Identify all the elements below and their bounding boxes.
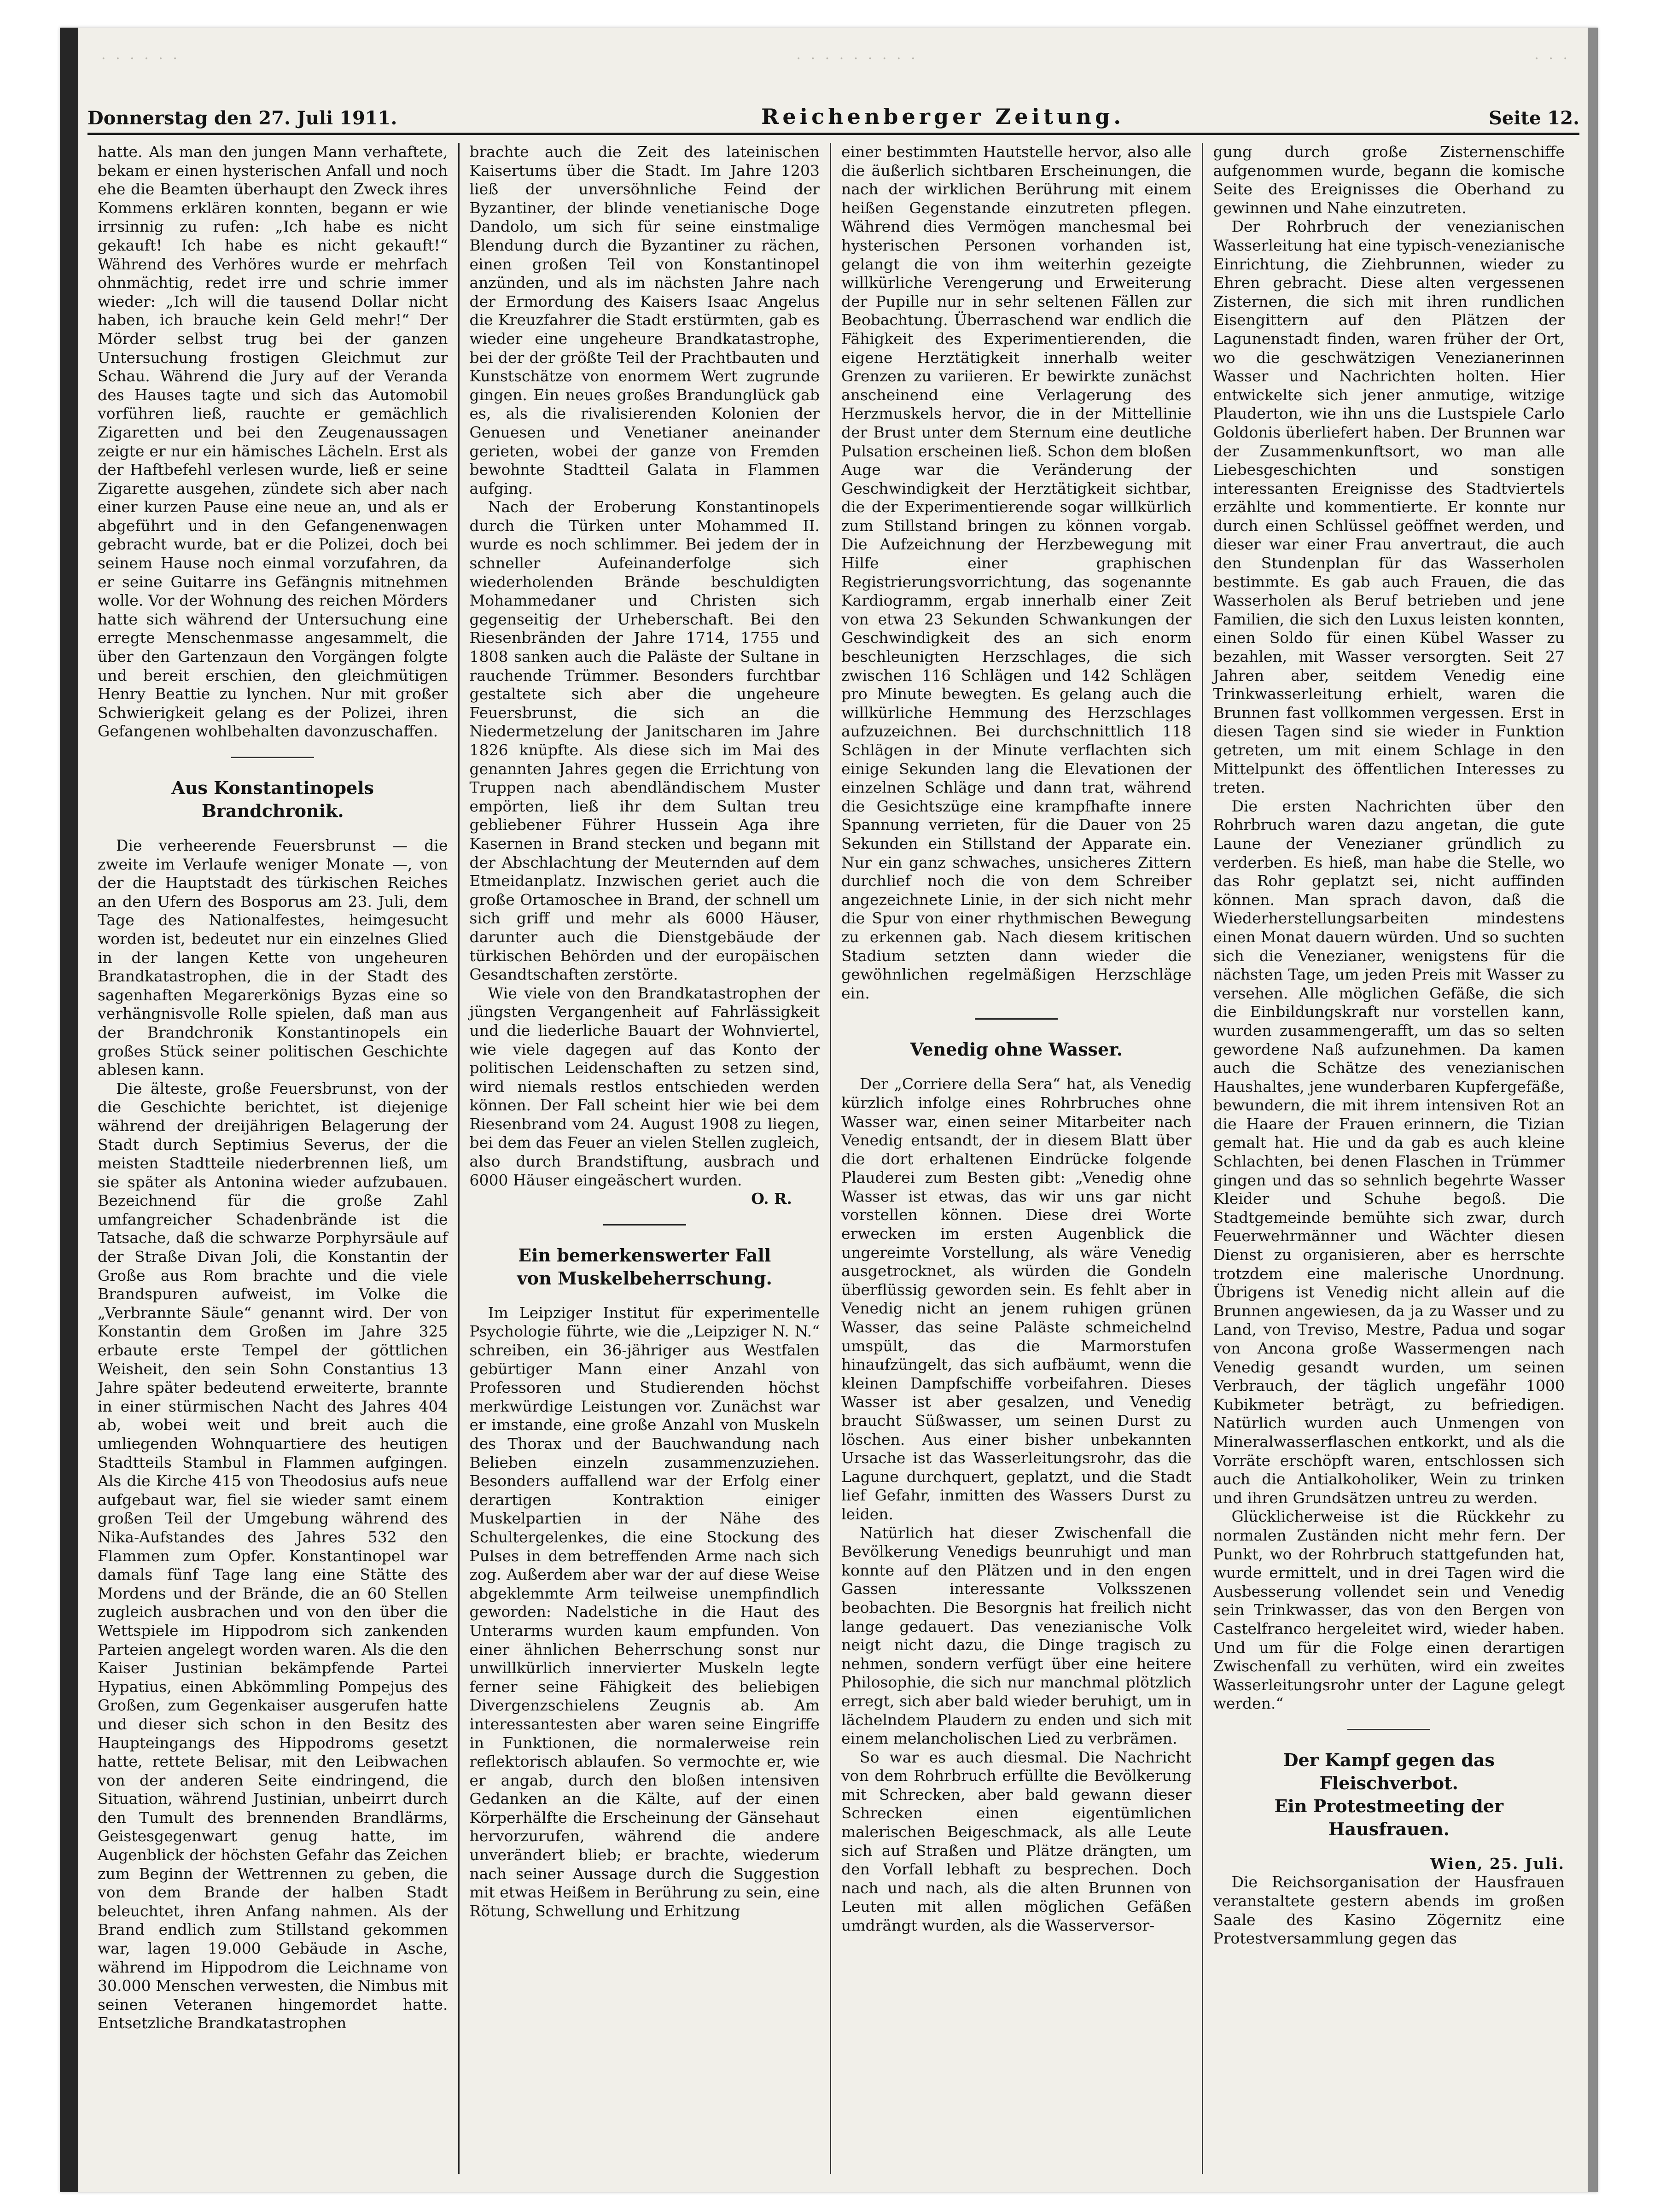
heading-line: Ein bemerkenswerter Fall <box>518 1244 771 1266</box>
bleed-through-text: · · · · · · · · · · · · · · · · · · <box>101 51 1570 67</box>
separator <box>1347 1729 1430 1730</box>
paragraph: Die Reichsorganisation der Hausfrauen veranstaltete gestern abends im großen Saale des Kasino Zögernitz eine Protestversammlung gegen das <box>1213 1873 1565 1948</box>
heading-line: von Muskelbeherrschung. <box>517 1267 772 1289</box>
paragraph: Der Rohrbruch der venezianischen Wasserleitung hat eine typisch-venezianische Einrichtung, die Ziehbrunnen, wieder zu Ehren gebracht. Diese alten vergessenen Zisternen, die sich mit ihren rundlichen Eisengittern auf den Plätzen der Lagunenstadt finden, waren früher der Ort, wo die geschwätzigen Venezianerinnen Wasser und Nachrichten holten. Hier entwickelte sich jener anmutige, witzige Plauderton, wie ihn uns die Lustspiele Carlo Goldonis überliefert haben. Der Brunnen war der Zusammenkunftsort, wo man alle Liebesgeschichten und sonstigen interessanten Ereignisse des Stadtviertels erzählte und kommentierte. Er konnte nur durch einen Schlüssel geöffnet werden, und dieser war einer Frau anvertraut, die auch den Stundenplan für das Wasserholen bestimmte. Es gab auch Frauen, die das Wasserholen als Beruf betrieben und jene Familien, die sich den Luxus leisten konnten, einen Soldo für einen Kübel Wasser zu bezahlen, mit Wasser versorgten. Seit 27 Jahren aber, seitdem Venedig eine Trinkwasserleitung erhielt, waren die Brunnen fast vollkommen vergessen. Erst in diesen Tagen sind sie wieder in Funktion getreten, um mit einem Schlage in den Mittelpunkt des öffentlichen Interesses zu treten. <box>1213 217 1565 797</box>
dateline: Wien, 25. Juli. <box>1430 1854 1565 1873</box>
masthead: Reichenberger Zeitung. <box>761 104 1125 129</box>
column-3 <box>831 143 1203 2174</box>
heading-line: Der Kampf gegen das Fleischverbot. <box>1283 1749 1495 1793</box>
separator <box>603 1224 686 1226</box>
issue-date: Donnerstag den 27. Juli 1911. <box>87 107 397 129</box>
article-heading: Venedig ohne Wasser. <box>910 1039 1123 1060</box>
paragraph: Der „Corriere della Sera“ hat, als Venedig kürzlich infolge eines Rohrbruches ohne Wasser war, einen seiner Mitarbeiter nach Venedig entsandt, der in diesem Blatt über die dort erhaltenen Eindrücke folgende Plauderei zum Besten gibt: „Venedig ohne Wasser ist etwas, das wir uns gar nicht vorstellen können. Diese drei Worte erwecken im ersten Augenblick die ungereimte Vorstellung, als wäre Venedig ausgetrocknet, als würden die Gondeln überflüssig geworden sein. Es fehlt aber in Venedig nicht an jenem ruhigen grünen Wasser, das seine Paläste schmeichelnd umspült, das die Marmorstufen hinaufzüngelt, das sich aufbäumt, wenn die kleinen Dampfschiffe vorbeifahren. Dieses Wasser ist aber gesalzen, und Venedig braucht Süßwasser, um seinen Durst zu löschen. Aus einer bisher unbekannten Ursache ist das Wasserleitungsrohr, das die Lagune durchquert, geplatzt, und die Stadt lief Gefahr, inmitten des Wassers Durst zu leiden. <box>841 1075 1192 1523</box>
paragraph: Die ersten Nachrichten über den Rohrbruch waren dazu angetan, die gute Laune der Venezianer gründlich zu verderben. Es hieß, man habe die Stelle, wo das Rohr geplatzt sei, nicht auffinden können. Man sprach davon, daß die Wiederherstellungsarbeiten mindestens einen Monat dauern würden. Und so suchten sich die Venezianer, wenigstens für die nächsten Tage, um jeden Preis mit Wasser zu versehen. Alle möglichen Gefäße, die sich die Einbildungskraft nur vorstellen kann, wurden zusammengerafft, um das so selten gewordene Naß aufzunehmen. Da kamen auch die Schätze des venezianischen Haushaltes, jene wunderbaren Kupfergefäße, bewundern, die mit ihrem intensiven Rot an die Haare der Frauen erinnern, die Tizian gemalt hat. Hie und da gab es auch kleine Schlachten, bei denen Flaschen in Trümmer gingen und das so sehnlich begehrte Wasser Kleider und Schuhe begoß. Die Stadtgemeinde bemühte sich zwar, durch Feuerwehrmänner und Wächter diesen Dienst zu organisieren, aber es herrschte trotzdem eine malerische Unordnung. Übrigens ist Venedig nicht allein auf die Brunnen angewiesen, da ja zu Wasser und zu Land, von Treviso, Mestre, Padua und sogar von Ancona große Wassermengen nach Venedig gesandt wurden, um seinen Verbrauch, der täglich ungefähr 1000 Kubikmeter beträgt, zu befriedigen. Natürlich wurden auch Unmengen von Mineralwasserflaschen entkorkt, und als die Vorräte erschöpft waren, entschlossen sich auch die Antialkoholiker, Wein zu trinken und ihren Grundsätzen untreu zu werden. <box>1213 797 1565 1507</box>
paragraph: Die verheerende Feuersbrunst — die zweite im Verlaufe weniger Monate —, von der die Hauptstadt des türkischen Reiches an den Ufern des Bosporus am 23. Juli, dem Tage des Nationalfestes, heimgesucht worden ist, bedeutet nur ein einzelnes Glied in der langen Kette von ungeheuren Brandkatastrophen, die in der Stadt des sagenhaften Megarerkönigs Byzas eine so verhängnisvolle Rolle spielen, daß man aus der Brandchronik Konstantinopels ein großes Stück seiner politischen Geschichte ablesen kann. <box>98 836 448 1079</box>
paragraph: So war es auch diesmal. Die Nachricht von dem Rohrbruch erfüllte die Bevölkerung mit Schrecken, aber bald gewann dieser Schrecken einen eigentümlichen malerischen Beigeschmack, als alle Leute sich auf Straßen und Plätze drängten, um den Vorfall lebhaft zu besprechen. Doch nach und nach, als die alten Brunnen von Leuten mit allen möglichen Gefäßen umdrängt wurden, als die Wasserversor- <box>841 1748 1192 1935</box>
article-heading <box>1213 1749 1565 1841</box>
column-4 <box>1203 143 1575 2174</box>
separator <box>975 1018 1058 1020</box>
article-heading: Aus Konstantinopels Brandchronik. <box>171 777 374 821</box>
columns <box>87 143 1575 2174</box>
article-heading <box>470 1244 820 1290</box>
paragraph: Im Leipziger Institut für experimentelle Psychologie führte, wie die „Leipziger N. N.“ schreiben, ein 36-jähriger aus Westfalen gebürtiger Mann einer Anzahl von Professoren und Studierenden höchst merkwürdige Leistungen vor. Zunächst war er imstande, eine große Anzahl von Muskeln des Thorax und der Bauchwandung nach Belieben einzeln zusammenzuziehen. Besonders auffallend war der Erfolg einer derartigen Kontraktion einiger Muskelpartien in der Nähe des Schultergelenkes, die eine Stockung des Pulses in dem betreffenden Arme nach sich zog. Außerdem aber war der auf diese Weise abgeklemmte Arm teilweise unempfindlich geworden: Nadelstiche in die Haut des Unterarms wurden kaum empfunden. Von einer ähnlichen Beherrschung sonst nur unwillkürlich innervierter Muskeln legte ferner seine Fähigkeit des beliebigen Divergenzschielens Zeugnis ab. Am interessantesten aber waren seine Eingriffe in Funktionen, die normalerweise rein reflektorisch ablaufen. So vermochte er, wie er angab, durch den bloßen intensiven Gedanken an die Kälte, auf der einen Körperhälfte die Erscheinung der Gänsehaut hervorzurufen, während die andere unverändert blieb; er brachte, wiederum nach seiner Aussage durch die Suggestion mit etwas Heißem in Berührung zu sein, eine Rötung, Schwellung und Erhitzung <box>469 1303 820 1920</box>
column-2 <box>460 143 832 2174</box>
paragraph: Wie viele von den Brandkatastrophen der jüngsten Vergangenheit auf Fahrlässigkeit und die liederliche Bauart der Wohnviertel, wie viele dagegen auf das Konto der politischen Leidenschaften zu setzen sind, wird niemals restlos entschieden werden können. Der Fall scheint hier wie bei dem Riesenbrand vom 24. August 1908 zu liegen, bei dem das Feuer an vielen Stellen zugleich, also durch Brandstiftung, ausbrach und 6000 Häuser eingeäschert wurden. <box>469 984 820 1189</box>
author-signature: O. R. <box>751 1190 792 1208</box>
paragraph: einer bestimmten Hautstelle hervor, also alle die äußerlich sichtbaren Erscheinungen, die nach der wirklichen Berührung mit einem heißen Gegenstande einzutreten pflegen. Während dies Vermögen manchesmal bei hysterischen Personen vorhanden ist, gelangt die von ihm weiterhin gezeigte willkürliche Verengerung und Erweiterung der Pupille nur in sehr seltenen Fällen zur Beobachtung. Überraschend war endlich die Fähigkeit des Experimentierenden, die eigene Herztätigkeit innerhalb weiter Grenzen zu variieren. Er bewirkte zunächst anscheinend eine Verlagerung des Herzmuskels hervor, die in der Mittellinie der Brust unter dem Sternum eine deutliche Pulsation erscheinen ließ. Schon dem bloßen Auge war die Veränderung der Geschwindigkeit der Herztätigkeit sichtbar, die der Experimentierende sogar willkürlich zum Stillstand bringen zu können vorgab. Die Aufzeichnung der Herzbewegung mit Hilfe einer graphischen Registrierungsvorrichtung, das sogenannte Kardiogramm, ergab innerhalb einer Zeit von etwa 23 Sekunden Schwankungen der Geschwindigkeit des an sich enorm beschleunigten Herzschlages, die sich zwischen 116 Schlägen und 142 Schlägen pro Minute bewegten. Es gelang auch die willkürliche Hemmung des Herzschlages aufzuzeichnen. Bei durchschnittlich 118 Schlägen in der Minute verflachten sich einige Sekunden lang die Elevationen der einzelnen Schläge und dann trat, während die Gesichtszüge eine krampfhafte innere Spannung verrieten, für die Dauer von 25 Sekunden ein Stillstand der Apparate ein. Nur ein ganz schwaches, unsicheres Zittern durchlief noch die von dem Schreiber angezeichnete Linie, in der sich nicht mehr die Spur von einer rhythmischen Bewegung zu erkennen gab. Nach diesem kritischen Stadium setzten dann wieder die gewöhnlichen regelmäßigen Herzschläge ein. <box>841 143 1192 1002</box>
page-number: Seite 12. <box>1489 107 1579 129</box>
column-1 <box>87 143 460 2174</box>
separator <box>231 757 314 758</box>
paragraph: Natürlich hat dieser Zwischenfall die Bevölkerung Venedigs beunruhigt und man konnte auf den Plätzen und in den engen Gassen interessante Volksszenen beobachten. Die Besorgnis hat freilich nicht lange gedauert. Das venezianische Volk neigt nicht dazu, die Dinge tragisch zu nehmen, sondern verfügt über eine heitere Philosophie, die sich nur manchmal plötzlich erregt, sich aber bald wieder beruhigt, um in lächelndem Plaudern zu enden und sich mit einem melancholischen Lied zu verbrämen. <box>841 1523 1192 1748</box>
paragraph: gung durch große Zisternenschiffe aufgenommen wurde, begann die komische Seite des Ereignisses die Oberhand zu gewinnen und Nahe einzutreten. <box>1213 143 1565 217</box>
paragraph: Nach der Eroberung Konstantinopels durch die Türken unter Mohammed II. wurde es noch schlimmer. Bei jedem der in schneller Aufeinanderfolge sich wiederholenden Brände beschuldigten Mohammedaner und Christen sich gegenseitig der Urheberschaft. Bei den Riesenbränden der Jahre 1714, 1755 und 1808 sanken auch die Paläste der Sultane in rauchende Trümmer. Besonders furchtbar gestaltete sich aber die ungeheure Feuersbrunst, die sich an die Niedermetzelung der Janitscharen im Jahre 1826 knüpfte. Als diese sich im Mai des genannten Jahres gegen die Errichtung von Truppen nach abendländischem Muster empörten, ließ ihr dem Sultan treu gebliebener Führer Hussein Aga ihre Kasernen in Brand stecken und begann mit der Abschlachtung der Meuternden auf dem Etmeidanplatz. Inzwischen geriet auch die große Ortamoschee in Brand, der schnell um sich griff und mehr als 6000 Häuser, darunter auch die Dienstgebäude der türkischen Behörden und der europäischen Gesandtschaften zerstörte. <box>469 498 820 984</box>
heading-line: Ein Protestmeeting der Hausfrauen. <box>1274 1795 1504 1839</box>
paragraph: brachte auch die Zeit des lateinischen Kaisertums über die Stadt. Im Jahre 1203 ließ der unversöhnliche Feind der Byzantiner, der blinde venetianische Doge Dandolo, um sich für seine einstmalige Blendung durch die Byzantiner zu rächen, einen großen Teil von Konstantinopel anzünden, und als im nächsten Jahre nach der Ermordung des Kaisers Isaac Angelus die Kreuzfahrer die Stadt erstürmten, gab es wieder eine ungeheure Brandkatastrophe, bei der der größte Teil der Prachtbauten und Kunstschätze von enormem Wert zugrunde gingen. Ein neues großes Brandunglück gab es, als die rivalisierenden Kolonien der Genuesen und Venetianer aneinander gerieten, wobei der ganze von Fremden bewohnte Stadtteil Galata in Flammen aufging. <box>469 143 820 497</box>
page-header <box>87 97 1579 135</box>
newspaper-page <box>60 28 1598 2192</box>
paragraph: Die älteste, große Feuersbrunst, von der die Geschichte berichtet, ist diejenige während der dreijährigen Belagerung der Stadt durch Septimius Severus, der die meisten Stadtteile niederbrennen ließ, um sie später als Antonina wieder aufzubauen. Bezeichnend für die große Zahl umfangreicher Schadenbrände ist die Tatsache, daß die schwarze Porphyrsäule auf der Straße Divan Joli, die Konstantin der Große aus Rom brachte und die viele Brandspuren aufweist, im Volke die „Verbrannte Säule“ genannt wird. Der von Konstantin dem Großen im Jahre 325 erbaute erste Tempel der göttlichen Weisheit, den sein Sohn Constantius 13 Jahre später bedeutend erweiterte, brannte in einer stürmischen Nacht des Jahres 404 ab, wobei weit und breit auch die umliegenden Wohnquartiere des heutigen Stadtteils Stambul in Flammen aufgingen. Als die Kirche 415 von Theodosius aufs neue aufgebaut war, fiel sie wieder samt einem großen Teil der Umgebung während des Nika-Aufstandes des Jahres 532 den Flammen zum Opfer. Konstantinopel war damals fünf Tage lang eine Stätte des Mordens und der Brände, die an 60 Stellen zugleich ausbrachen und von den über die Wettspiele im Hippodrom sich zankenden Parteien angelegt worden waren. Als die den Kaiser Justinian bekämpfende Partei Hypatius, einen Abkömmling Pompejus des Großen, zum Gegenkaiser ausgerufen hatte und dieser sich schon in den Besitz des Haupteingangs des Hippodroms gesetzt hatte, rettete Belisar, mit den Leibwachen von der anderen Seite eindringend, die Situation, während Justinian, unbeirrt durch den Tumult des brennenden Brandlärms, Geistesgegenwart genug hatte, im Augenblick der höchsten Gefahr das Zeichen zum Beginn der Wettrennen zu geben, die von dem Brande der halben Stadt beleuchtet, ihren Anfang nahmen. Als der Brand endlich zum Stillstand gekommen war, lagen 19.000 Gebäude in Asche, während im Hippodrom die Leichname von 30.000 Menschen verwesten, die Nimbus mit seinen Veteranen hingemordet hatte. Entsetzliche Brandkatastrophen <box>98 1079 448 2032</box>
paragraph: hatte. Als man den jungen Mann verhaftete, bekam er einen hysterischen Anfall und noch ehe die Beamten überhaupt den Zweck ihres Kommens erklären konnten, begann er wie irrsinnig zu rufen: „Ich habe es nicht gekauft! Ich habe es nicht gekauft!“ Während des Verhöres wurde er mehrfach ohnmächtig, redet irre und schrie immer wieder: „Ich will die tausend Dollar nicht haben, ich brauche kein Geld mehr!“ Der Mörder selbst trug bei der ganzen Untersuchung frostigen Gleichmut zur Schau. Während die Jury auf der Veranda des Hauses tagte und sich das Automobil vorführen ließ, rauchte er gemächlich Zigaretten und bei den Zeugenaussagen zeigte er nur ein hämisches Lächeln. Erst als der Haftbefehl verlesen wurde, ließ er seine Zigarette ausgehen, zündete sich aber nach einer kurzen Pause eine neue an, und als er abgeführt und in den Gefangenenwagen gebracht wurde, bat er die Polizei, doch bei seinem Hause noch einmal vorzufahren, da er seine Guitarre ins Gefängnis mitnehmen wolle. Vor der Wohnung des reichen Mörders hatte sich während der Untersuchung eine erregte Menschenmasse angesammelt, die über den Gartenzaun den Vorgängen folgte und bereit erschien, den gleichmütigen Henry Beattie zu lynchen. Nur mit großer Schwierigkeit gelang es der Polizei, ihren Gefangenen wohlbehalten davonzuschaffen. <box>98 143 448 741</box>
paragraph: Glücklicherweise ist die Rückkehr zu normalen Zuständen nicht mehr fern. Der Punkt, wo der Rohrbruch stattgefunden hat, wurde ermittelt, und in drei Tagen wird die Ausbesserung vollendet sein und Venedig sein Trinkwasser, das von den Bergen von Castelfranco hergeleitet wird, wieder haben. Und um für die Folge einen derartigen Zwischenfall zu verhüten, wird ein zweites Wasserleitungsrohr unter der Lagune gelegt werden.“ <box>1213 1507 1565 1713</box>
